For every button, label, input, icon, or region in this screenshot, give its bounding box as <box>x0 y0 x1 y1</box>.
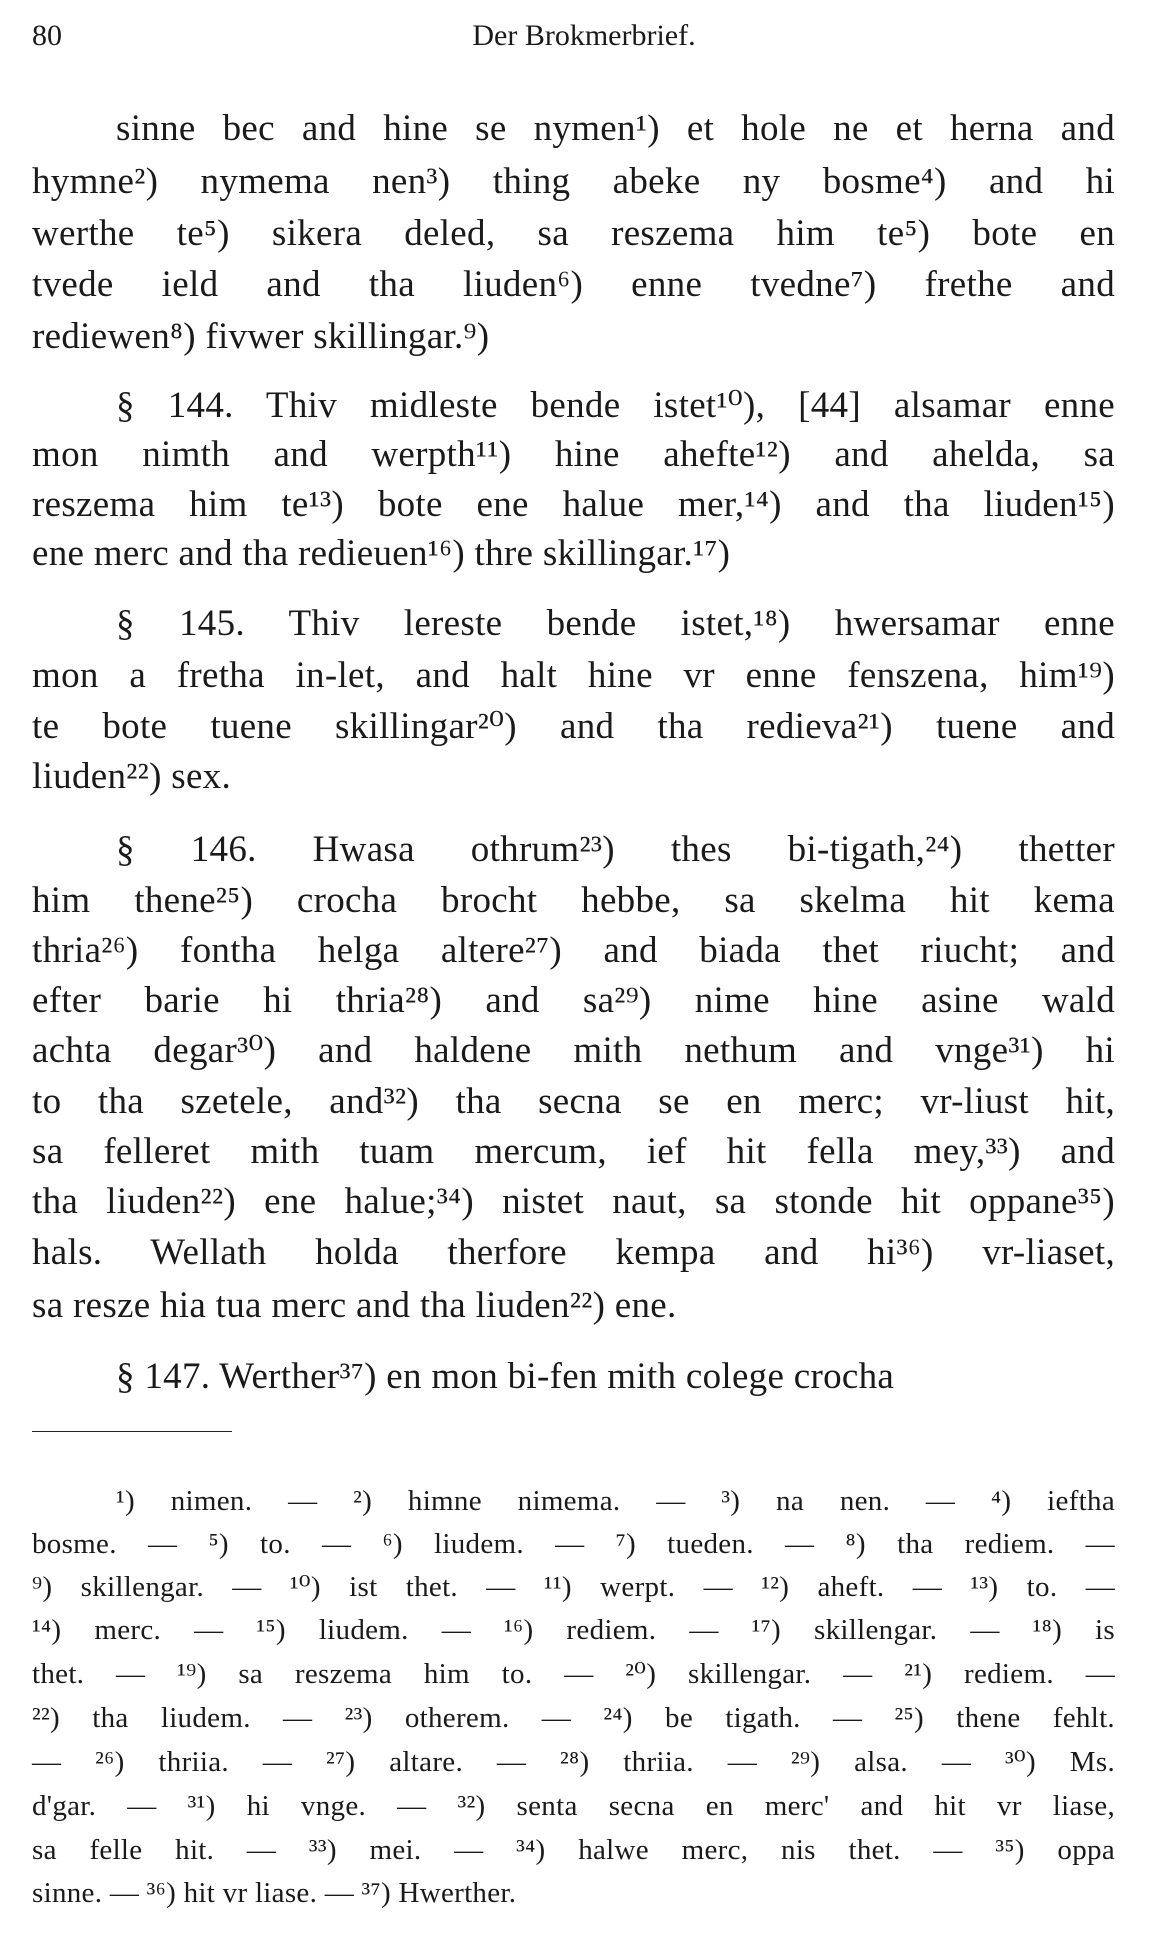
text-line: werthe te⁵) sikera deled, sa reszema him te⁵) bote en <box>32 213 1115 254</box>
footnote-line: d'gar. — ³¹) hi vnge. — ³²) senta secna en merc' and hit vr liase, <box>32 1790 1115 1822</box>
text-line: § 145. Thiv lereste bende istet,¹⁸) hwersamar enne <box>116 603 1115 644</box>
text-line: § 147. Werther³⁷) en mon bi-fen mith colege crocha <box>116 1356 895 1397</box>
text-line: § 146. Hwasa othrum²³) thes bi-tigath,²⁴) thetter <box>116 829 1115 870</box>
footnote-line: ²²) tha liudem. — ²³) otherem. — ²⁴) be tigath. — ²⁵) thene fehlt. <box>32 1702 1115 1734</box>
footnote-divider <box>32 1431 232 1432</box>
text-line: mon nimth and werpth¹¹) hine ahefte¹²) and ahelda, sa <box>32 434 1115 475</box>
text-line: te bote tuene skillingar²⁰) and tha redieva²¹) tuene and <box>32 706 1115 747</box>
running-title: Der Brokmerbrief. <box>472 19 696 52</box>
text-line: sinne bec and hine se nymen¹) et hole ne et herna and <box>116 108 1115 149</box>
text-line: mon a fretha in-let, and halt hine vr enne fenszena, him¹⁹) <box>32 655 1115 696</box>
footnote-line: sinne. — ³⁶) hit vr liase. — ³⁷) Hwerther. <box>32 1877 517 1909</box>
text-line: reszema him te¹³) bote ene halue mer,¹⁴) and tha liuden¹⁵) <box>32 484 1115 525</box>
footnote-line: ¹⁴) merc. — ¹⁵) liudem. — ¹⁶) rediem. — ¹⁷) skillengar. — ¹⁸) is <box>32 1614 1115 1646</box>
text-line: efter barie hi thria²⁸) and sa²⁹) nime hine asine wald <box>32 980 1115 1021</box>
footnote-line: bosme. — ⁵) to. — ⁶) liudem. — ⁷) tueden. — ⁸) tha rediem. — <box>32 1528 1115 1560</box>
footnote-line: sa felle hit. — ³³) mei. — ³⁴) halwe merc, nis thet. — ³⁵) oppa <box>32 1834 1115 1866</box>
text-line: to tha szetele, and³²) tha secna se en merc; vr-liust hit, <box>32 1081 1115 1122</box>
footnote-line: — ²⁶) thriia. — ²⁷) altare. — ²⁸) thriia. — ²⁹) alsa. — ³⁰) Ms. <box>32 1746 1115 1778</box>
text-line: tvede ield and tha liuden⁶) enne tvedne⁷) frethe and <box>32 264 1115 305</box>
text-line: ene merc and tha redieuen¹⁶) thre skillingar.¹⁷) <box>32 533 731 574</box>
footnote-line: ¹) nimen. — ²) himne nimema. — ³) na nen. — ⁴) ieftha <box>116 1485 1115 1517</box>
text-line: sa resze hia tua merc and tha liuden²²) ene. <box>32 1285 677 1326</box>
page-number: 80 <box>32 19 62 52</box>
footnote-line: ⁹) skillengar. — ¹⁰) ist thet. — ¹¹) werpt. — ¹²) aheft. — ¹³) to. — <box>32 1571 1115 1603</box>
text-line: § 144. Thiv midleste bende istet¹⁰), [44] alsamar enne <box>116 385 1115 426</box>
text-line: sa felleret mith tuam mercum, ief hit fella mey,³³) and <box>32 1131 1115 1172</box>
footnote-line: thet. — ¹⁹) sa reszema him to. — ²⁰) skillengar. — ²¹) rediem. — <box>32 1658 1115 1690</box>
text-line: achta degar³⁰) and haldene mith nethum and vnge³¹) hi <box>32 1030 1115 1071</box>
text-line: rediewen⁸) fivwer skillingar.⁹) <box>32 316 490 357</box>
text-line: thria²⁶) fontha helga altere²⁷) and biada thet riucht; and <box>32 930 1115 971</box>
text-line: him thene²⁵) crocha brocht hebbe, sa skelma hit kema <box>32 880 1115 921</box>
text-line: tha liuden²²) ene halue;³⁴) nistet naut, sa stonde hit oppane³⁵) <box>32 1181 1115 1222</box>
text-line: hymne²) nymema nen³) thing abeke ny bosme⁴) and hi <box>32 161 1115 202</box>
text-line: liuden²²) sex. <box>32 756 232 797</box>
text-line: hals. Wellath holda therfore kempa and hi³⁶) vr-liaset, <box>32 1232 1115 1273</box>
